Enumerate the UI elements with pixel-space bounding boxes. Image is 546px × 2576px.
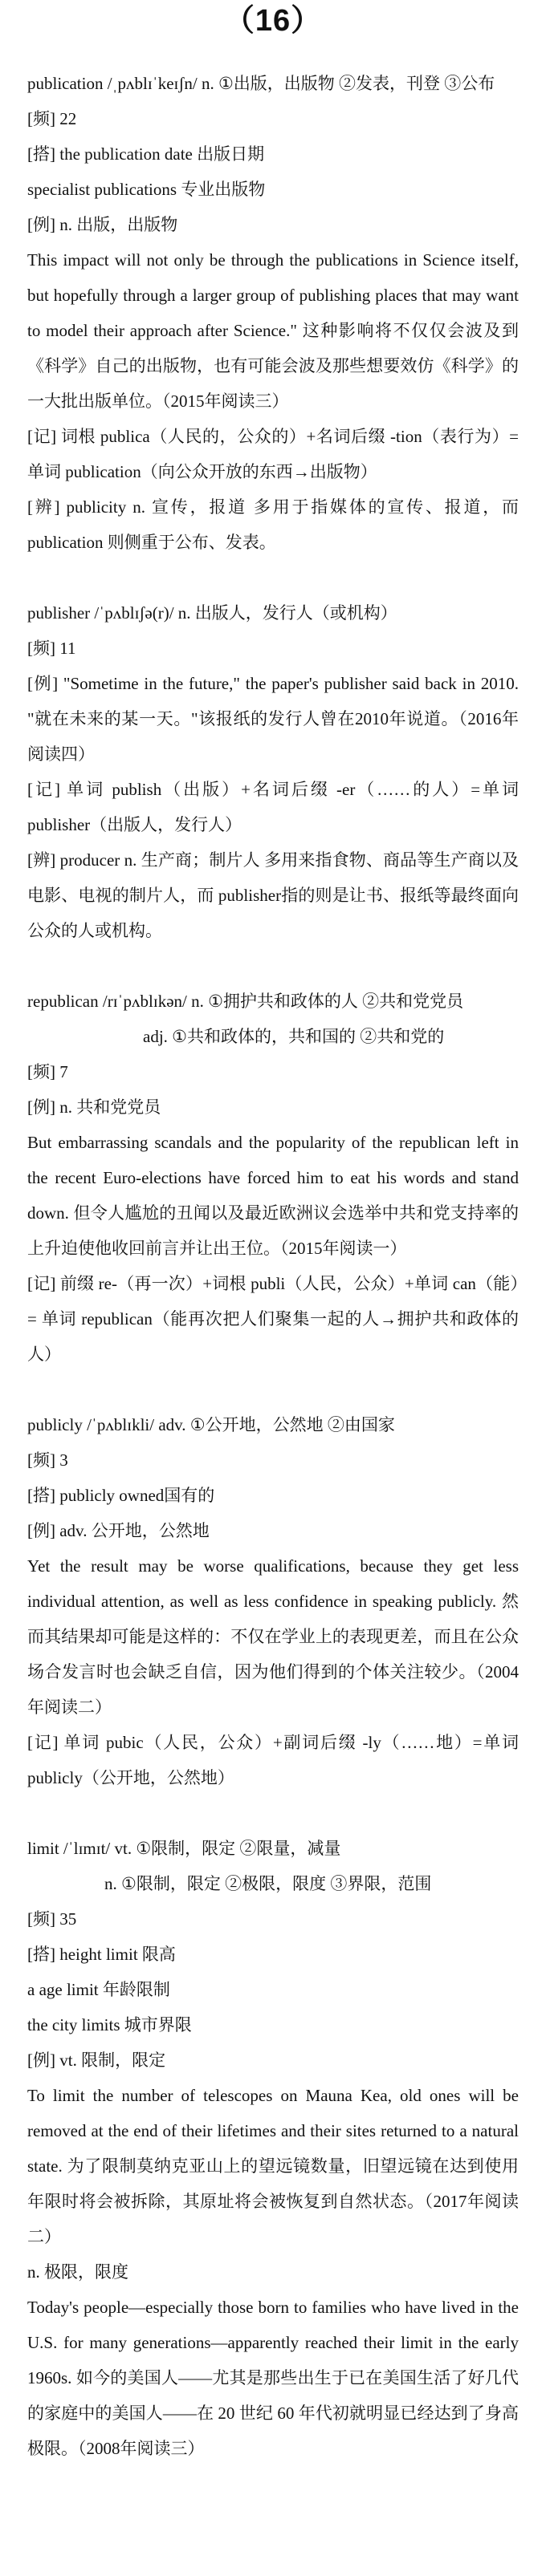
collocation: the city limits 城市界限 bbox=[27, 2015, 192, 2034]
memory-note: [记] 前缀 re-（再一次）+词根 publi（人民，公众）+单词 can（能）= 单词 republican（能再次把人们聚集一起的人→拥护共和政体的人） bbox=[27, 1274, 519, 1364]
distinguish-note: [辨] producer n. 生产商；制片人 多用来指食物、商品等生产商以及电影、电视的制片人，而 publisher指的则是让书、报纸等最终面向公众的人或机构。 bbox=[27, 850, 519, 940]
entry-republican bbox=[27, 984, 519, 1372]
collocation: specialist publications 专业出版物 bbox=[27, 180, 266, 199]
collocation: [搭] height limit 限高 bbox=[27, 1945, 176, 1964]
frequency: [频] 22 bbox=[27, 109, 77, 128]
example-label: [例] n. 共和党党员 bbox=[27, 1097, 161, 1117]
collocation: a age limit 年龄限制 bbox=[27, 1980, 170, 1999]
distinguish-note: [辨] publicity n. 宣传，报道 多用于指媒体的宣传、报道，而 publication 则侧重于公布、发表。 bbox=[27, 497, 519, 552]
example-sentence: To limit the number of telescopes on Mauna Kea, old ones will be removed at the end of their lifetimes and their sites returned to a natural state. 为了限制莫纳克亚山上的望远镜数量，旧望远镜在达到使用年限时将会被拆除，其原址将会被恢复到自然状态。（2017年阅读二） bbox=[27, 2086, 519, 2246]
example-label: [例] n. 出版，出版物 bbox=[27, 215, 178, 234]
example-sentence: This impact will not only be through the publications in Science itself, but hopefully through a larger group of publishing places that may want to model their approach after Science." 这种影响将不仅仅会波及到《科学》自己的出版物，也有可能会波及那些想要效仿《科学》的一大批出版单位。（2015年阅读三） bbox=[27, 250, 519, 411]
example-label: n. 极限，限度 bbox=[27, 2262, 128, 2282]
entry-publicly bbox=[27, 1407, 519, 1795]
entry-publisher bbox=[27, 595, 519, 948]
entry-headword: limit /ˈlɪmɪt/ vt. ①限制，限定 ②限量，减量 bbox=[27, 1839, 341, 1858]
example-sentence: [例] "Sometime in the future," the paper's publisher said back in 2010. "就在未来的某一天。"该报纸的发行人曾在2010年说道。（2016年阅读四） bbox=[27, 674, 519, 764]
entry-headword-adj: adj. ①共和政体的，共和国的 ②共和党的 bbox=[143, 1027, 445, 1046]
entry-headword-noun: n. ①限制，限定 ②极限，限度 ③界限，范围 bbox=[104, 1874, 432, 1893]
frequency: [频] 7 bbox=[27, 1062, 68, 1081]
entry-headword: publicly /ˈpʌblɪkli/ adv. ①公开地，公然地 ②由国家 bbox=[27, 1415, 395, 1434]
dictionary-content bbox=[27, 66, 519, 2466]
page-number: （16） bbox=[223, 4, 323, 38]
example-sentence: But embarrassing scandals and the popularity of the republican left in the recent Euro-elections have forced him to eat his words and stand down. 但令人尴尬的丑闻以及最近欧洲议会选举中共和党支持率的上升迫使他收回前言并让出王位。（2015年阅读一） bbox=[27, 1133, 519, 1258]
example-sentence: Today's people—especially those born to families who have lived in the U.S. for many generations—apparently reached their limit in the early 1960s. 如今的美国人——尤其是那些出生于已在美国生活了好几代的家庭中的美国人——在 20 世纪 60 年代初就明显已经达到了身高极限。（2008年阅读三） bbox=[27, 2298, 519, 2458]
frequency: [频] 3 bbox=[27, 1450, 68, 1470]
entry-publication bbox=[27, 66, 519, 560]
memory-note: [记] 单词 publish（出版）+名词后缀 -er（……的人）=单词 publisher（出版人，发行人） bbox=[27, 780, 519, 834]
entry-headword: publication /ˌpʌblɪˈkeɪʃn/ n. ①出版，出版物 ②发表，刊登 ③公布 bbox=[27, 74, 495, 93]
entry-limit bbox=[27, 1831, 519, 2466]
entry-headword: publisher /ˈpʌblɪʃə(r)/ n. 出版人，发行人（或机构） bbox=[27, 603, 397, 623]
collocation: [搭] the publication date 出版日期 bbox=[27, 144, 265, 164]
example-sentence: Yet the result may be worse qualifications, because they get less individual attention, as well as less confidence in speaking publicly. 然而其结果却可能是这样的：不仅在学业上的表现更差，而且在公众场合发言时也会缺乏自信，因为他们得到的个体关注较少。（2004年阅读二） bbox=[27, 1556, 519, 1717]
memory-note: [记] 词根 publica（人民的，公众的）+名词后缀 -tion（表行为）=单词 publication（向公众开放的东西→出版物） bbox=[27, 427, 519, 481]
frequency: [频] 11 bbox=[27, 639, 76, 658]
collocation: [搭] publicly owned国有的 bbox=[27, 1486, 215, 1505]
example-label: [例] vt. 限制，限定 bbox=[27, 2051, 166, 2070]
entry-headword: republican /rɪˈpʌblɪkən/ n. ①拥护共和政体的人 ②共和党党员 bbox=[27, 992, 464, 1011]
frequency: [频] 35 bbox=[27, 1909, 77, 1929]
memory-note: [记] 单词 pubic（人民，公众）+副词后缀 -ly（……地）=单词 publicly（公开地，公然地） bbox=[27, 1733, 519, 1787]
example-label: [例] adv. 公开地，公然地 bbox=[27, 1521, 210, 1540]
